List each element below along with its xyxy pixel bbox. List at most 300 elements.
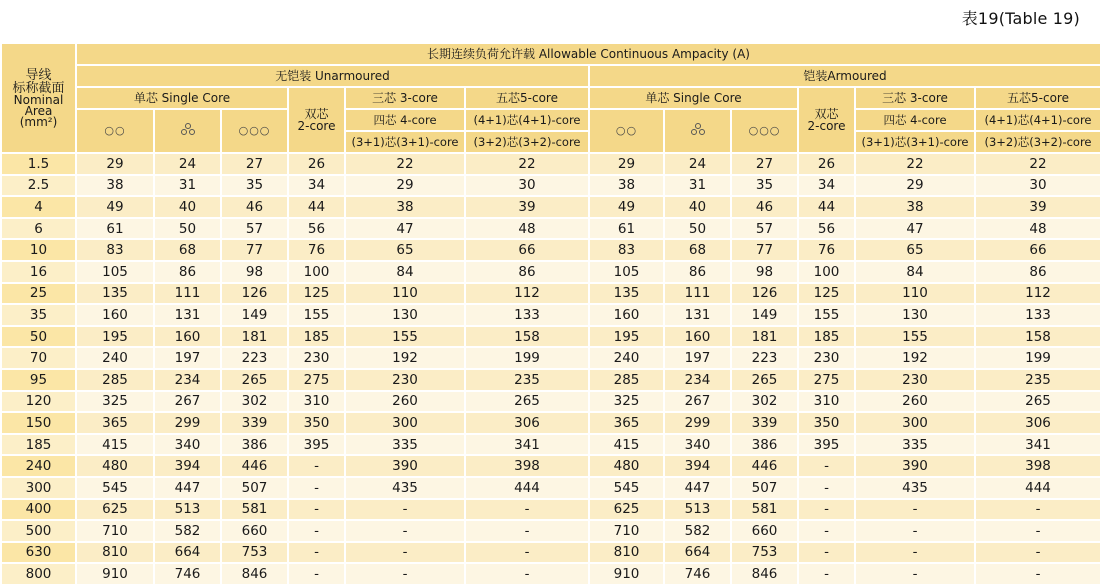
ampacity-cell: 24 [664,153,731,175]
nominal-area-cell: 35 [1,304,76,326]
ampacity-cell: 846 [731,563,798,585]
ampacity-cell: 185 [798,326,855,348]
ampacity-cell: 480 [589,455,664,477]
ampacity-cell: 158 [975,326,1100,348]
ampacity-cell: 306 [975,412,1100,434]
ampacity-cell: 240 [76,347,154,369]
ampacity-cell: 199 [465,347,589,369]
five-core-header-armoured: 五芯5-core [975,87,1100,109]
ampacity-cell: 22 [855,153,975,175]
table-row [1,153,1100,175]
ampacity-cell: 133 [975,304,1100,326]
nominal-area-cell: 150 [1,412,76,434]
ampacity-cell: 664 [154,542,221,564]
nominal-area-cell: 500 [1,520,76,542]
ampacity-cell: 339 [731,412,798,434]
ampacity-cell: 65 [345,239,465,261]
ampacity-cell: 35 [731,175,798,197]
ampacity-cell: 40 [154,196,221,218]
ampacity-cell: 390 [345,455,465,477]
ampacity-cell: - [798,499,855,521]
ampacity-cell: 31 [154,175,221,197]
ampacity-cell: 86 [664,261,731,283]
ampacity-cell: - [345,520,465,542]
three-plus-one-header-armoured: (3+1)芯(3+1)-core [855,131,975,153]
ampacity-cell: 48 [465,218,589,240]
ampacity-cell: 155 [855,326,975,348]
ampacity-cell: 340 [664,434,731,456]
table-row [1,239,1100,261]
ampacity-cell: - [465,542,589,564]
nominal-area-cell: 630 [1,542,76,564]
ampacity-cell: 582 [664,520,731,542]
table-row [1,520,1100,542]
ampacity-cell: 341 [465,434,589,456]
ampacity-cell: 49 [76,196,154,218]
ampacity-cell: 446 [221,455,288,477]
ampacity-cell: 285 [76,369,154,391]
ampacity-cell: 47 [345,218,465,240]
ampacity-cell: 125 [288,283,345,305]
ampacity-cell: 325 [76,391,154,413]
table-caption: 表19(Table 19) [961,9,1080,28]
ampacity-cell: 513 [664,499,731,521]
ampacity-cell: 98 [221,261,288,283]
ampacity-cell: 160 [589,304,664,326]
nominal-label-cn1: 导线 [25,67,52,83]
two-core-en: 2-core [807,119,846,133]
ampacity-cell: 302 [221,391,288,413]
ampacity-cell: 260 [855,391,975,413]
ampacity-cell: 310 [288,391,345,413]
ampacity-cell: 105 [589,261,664,283]
ampacity-cell: 299 [154,412,221,434]
ampacity-cell: - [975,542,1100,564]
ampacity-cell: 84 [855,261,975,283]
ampacity-cell: 22 [465,153,589,175]
ampacity-cell: 100 [288,261,345,283]
nominal-label-unit: (mm²) [19,114,58,129]
ampacity-cell: 230 [855,369,975,391]
three-core-header-armoured: 三芯 3-core [855,87,975,109]
ampacity-cell: - [975,563,1100,585]
ampacity-cell: 660 [731,520,798,542]
ampacity-cell: - [798,477,855,499]
three-core-header: 三芯 3-core [345,87,465,109]
ampacity-cell: 230 [288,347,345,369]
nominal-area-cell: 10 [1,239,76,261]
ampacity-cell: 76 [798,239,855,261]
ampacity-cell: 267 [664,391,731,413]
ampacity-cell: 30 [465,175,589,197]
nominal-area-cell: 6 [1,218,76,240]
ampacity-cell: - [798,563,855,585]
ampacity-cell: 199 [975,347,1100,369]
two-core-header [288,87,345,153]
table-row [1,175,1100,197]
ampacity-cell: 390 [855,455,975,477]
ampacity-cell: 155 [288,304,345,326]
ampacity-cell: 86 [465,261,589,283]
ampacity-cell: - [465,563,589,585]
ampacity-cell: 65 [855,239,975,261]
nominal-area-cell: 2.5 [1,175,76,197]
ampacity-cell: 22 [345,153,465,175]
single-core-header: 单芯 Single Core [76,87,288,109]
ampacity-cell: - [798,455,855,477]
ampacity-cell: 46 [221,196,288,218]
ampacity-cell: 507 [221,477,288,499]
table-row [1,326,1100,348]
nominal-area-header [1,43,76,153]
ampacity-cell: - [345,499,465,521]
table-row [1,477,1100,499]
ampacity-cell: 507 [731,477,798,499]
ampacity-cell: 300 [345,412,465,434]
ampacity-cell: 398 [465,455,589,477]
ampacity-cell: 235 [975,369,1100,391]
ampacity-cell: 29 [76,153,154,175]
ampacity-cell: 223 [221,347,288,369]
ampacity-cell: 61 [76,218,154,240]
ampacity-cell: 126 [731,283,798,305]
ampacity-cell: 131 [664,304,731,326]
ampacity-cell: - [288,520,345,542]
ampacity-cell: 149 [221,304,288,326]
ampacity-cell: 513 [154,499,221,521]
ampacity-cell: 581 [221,499,288,521]
ampacity-cell: 185 [288,326,345,348]
trefoil-icon [154,109,221,153]
ampacity-cell: - [798,520,855,542]
ampacity-cell: 581 [731,499,798,521]
ampacity-cell: 195 [76,326,154,348]
ampacity-cell: 86 [975,261,1100,283]
single-core-header-armoured: 单芯 Single Core [589,87,798,109]
ampacity-cell: 40 [664,196,731,218]
ampacity-cell: 386 [221,434,288,456]
ampacity-cell: 230 [798,347,855,369]
ampacity-cell: - [345,542,465,564]
three-plus-one-header: (3+1)芯(3+1)-core [345,131,465,153]
table-row [1,499,1100,521]
ampacity-cell: - [288,455,345,477]
ampacity-cell: 26 [798,153,855,175]
ampacity-cell: 158 [465,326,589,348]
ampacity-cell: - [288,542,345,564]
ampacity-cell: 195 [589,326,664,348]
nominal-area-cell: 400 [1,499,76,521]
nominal-area-cell: 300 [1,477,76,499]
ampacity-title: 长期连续负荷允许载 Allowable Continuous Ampacity (A) [76,43,1100,65]
ampacity-cell: 160 [76,304,154,326]
ampacity-cell: 444 [975,477,1100,499]
ampacity-cell: 160 [664,326,731,348]
ampacity-cell: 660 [221,520,288,542]
ampacity-cell: 350 [288,412,345,434]
ampacity-cell: - [798,542,855,564]
ampacity-cell: 111 [154,283,221,305]
ampacity-cell: 44 [288,196,345,218]
ampacity-cell: 746 [664,563,731,585]
ampacity-cell: 155 [798,304,855,326]
ampacity-cell: - [345,563,465,585]
ampacity-cell: 68 [154,239,221,261]
ampacity-cell: - [465,520,589,542]
ampacity-cell: 56 [798,218,855,240]
ampacity-cell: 61 [589,218,664,240]
ampacity-cell: 46 [731,196,798,218]
ampacity-cell: 435 [345,477,465,499]
ampacity-cell: 39 [465,196,589,218]
ampacity-cell: 446 [731,455,798,477]
ampacity-cell: 50 [664,218,731,240]
table-row [1,563,1100,585]
ampacity-cell: - [975,499,1100,521]
table-row [1,283,1100,305]
ampacity-cell: 480 [76,455,154,477]
ampacity-cell: 57 [221,218,288,240]
ampacity-cell: 447 [154,477,221,499]
ampacity-cell: 710 [589,520,664,542]
ampacity-cell: 753 [221,542,288,564]
ampacity-cell: 86 [154,261,221,283]
ampacity-cell: 435 [855,477,975,499]
ampacity-cell: - [855,563,975,585]
nominal-area-cell: 50 [1,326,76,348]
ampacity-cell: 910 [589,563,664,585]
ampacity-cell: 57 [731,218,798,240]
ampacity-cell: 753 [731,542,798,564]
ampacity-cell: - [288,563,345,585]
ampacity-cell: 112 [975,283,1100,305]
ampacity-cell: 76 [288,239,345,261]
ampacity-cell: 398 [975,455,1100,477]
table-row [1,304,1100,326]
ampacity-cell: 29 [345,175,465,197]
ampacity-cell: 126 [221,283,288,305]
ampacity-cell: 112 [465,283,589,305]
ampacity-cell: 125 [798,283,855,305]
three-plus-two-header: (3+2)芯(3+2)-core [465,131,589,153]
ampacity-cell: 306 [465,412,589,434]
ampacity-cell: 310 [798,391,855,413]
nominal-area-cell: 25 [1,283,76,305]
ampacity-cell: 27 [731,153,798,175]
ampacity-cell: 68 [664,239,731,261]
ampacity-cell: 275 [288,369,345,391]
trefoil-icon [664,109,731,153]
ampacity-cell: 340 [154,434,221,456]
two-circles-icon: ○○ [589,109,664,153]
ampacity-cell: 34 [288,175,345,197]
ampacity-cell: 83 [76,239,154,261]
ampacity-cell: 746 [154,563,221,585]
ampacity-cell: 77 [731,239,798,261]
table-row [1,412,1100,434]
ampacity-cell: 133 [465,304,589,326]
ampacity-cell: 35 [221,175,288,197]
table-row [1,455,1100,477]
ampacity-cell: 447 [664,477,731,499]
nominal-area-cell: 1.5 [1,153,76,175]
ampacity-cell: 192 [345,347,465,369]
table-row [1,196,1100,218]
ampacity-cell: 810 [589,542,664,564]
table-row [1,261,1100,283]
ampacity-cell: 29 [589,153,664,175]
ampacity-cell: - [288,477,345,499]
ampacity-cell: 135 [589,283,664,305]
ampacity-cell: 415 [76,434,154,456]
ampacity-cell: 267 [154,391,221,413]
nominal-area-cell: 185 [1,434,76,456]
ampacity-cell: 335 [345,434,465,456]
ampacity-cell: 260 [345,391,465,413]
ampacity-cell: 545 [589,477,664,499]
ampacity-cell: 83 [589,239,664,261]
ampacity-cell: 110 [345,283,465,305]
ampacity-cell: 285 [589,369,664,391]
two-core-cn: 双芯 [814,107,839,121]
ampacity-cell: 386 [731,434,798,456]
ampacity-cell: 265 [975,391,1100,413]
table-row [1,347,1100,369]
ampacity-table [0,42,1100,586]
table-row [1,391,1100,413]
ampacity-cell: 38 [76,175,154,197]
ampacity-cell: 84 [345,261,465,283]
nominal-area-cell: 120 [1,391,76,413]
ampacity-cell: 98 [731,261,798,283]
ampacity-cell: - [465,499,589,521]
ampacity-cell: 341 [975,434,1100,456]
two-core-header-armoured [798,87,855,153]
ampacity-cell: 110 [855,283,975,305]
four-core-header: 四芯 4-core [345,109,465,131]
three-circles-icon: ○○○ [731,109,798,153]
ampacity-cell: 50 [154,218,221,240]
ampacity-cell: 111 [664,283,731,305]
ampacity-cell: 100 [798,261,855,283]
ampacity-cell: 31 [664,175,731,197]
ampacity-cell: 664 [664,542,731,564]
ampacity-cell: 77 [221,239,288,261]
ampacity-cell: 582 [154,520,221,542]
ampacity-cell: 302 [731,391,798,413]
ampacity-cell: 131 [154,304,221,326]
nominal-label-en2: Area [24,103,53,118]
ampacity-cell: - [975,520,1100,542]
ampacity-cell: 105 [76,261,154,283]
ampacity-cell: 625 [589,499,664,521]
ampacity-cell: 625 [76,499,154,521]
ampacity-cell: 299 [664,412,731,434]
ampacity-cell: 234 [154,369,221,391]
ampacity-cell: 350 [798,412,855,434]
ampacity-cell: 395 [798,434,855,456]
ampacity-cell: 26 [288,153,345,175]
ampacity-cell: 240 [589,347,664,369]
ampacity-cell: 38 [345,196,465,218]
ampacity-cell: 27 [221,153,288,175]
ampacity-cell: 66 [975,239,1100,261]
four-core-header-armoured: 四芯 4-core [855,109,975,131]
ampacity-cell: 149 [731,304,798,326]
ampacity-cell: 34 [798,175,855,197]
nominal-area-cell: 4 [1,196,76,218]
ampacity-cell: 394 [154,455,221,477]
table-row [1,434,1100,456]
ampacity-cell: 47 [855,218,975,240]
ampacity-cell: 197 [664,347,731,369]
two-core-cn: 双芯 [304,107,329,121]
ampacity-cell: 29 [855,175,975,197]
table-row [1,218,1100,240]
ampacity-cell: 135 [76,283,154,305]
unarmoured-header: 无铠装 Unarmoured [76,65,589,87]
three-circles-icon: ○○○ [221,109,288,153]
ampacity-cell: 335 [855,434,975,456]
table-row [1,542,1100,564]
ampacity-cell: 415 [589,434,664,456]
ampacity-cell: 38 [589,175,664,197]
ampacity-cell: 325 [589,391,664,413]
ampacity-cell: 44 [798,196,855,218]
nominal-label-cn2: 标称截面 [12,80,65,96]
ampacity-cell: 48 [975,218,1100,240]
nominal-area-cell: 70 [1,347,76,369]
four-plus-one-header-armoured: (4+1)芯(4+1)-core [975,109,1100,131]
ampacity-cell: - [855,499,975,521]
ampacity-cell: 223 [731,347,798,369]
ampacity-cell: 265 [465,391,589,413]
ampacity-cell: 545 [76,477,154,499]
ampacity-cell: 394 [664,455,731,477]
ampacity-cell: 265 [221,369,288,391]
ampacity-cell: 49 [589,196,664,218]
ampacity-cell: 130 [855,304,975,326]
ampacity-cell: 365 [589,412,664,434]
ampacity-cell: 66 [465,239,589,261]
ampacity-cell: 30 [975,175,1100,197]
two-circles-icon: ○○ [76,109,154,153]
four-plus-one-header: (4+1)芯(4+1)-core [465,109,589,131]
ampacity-cell: 910 [76,563,154,585]
ampacity-cell: 160 [154,326,221,348]
ampacity-cell: 22 [975,153,1100,175]
ampacity-cell: 24 [154,153,221,175]
table-row [1,369,1100,391]
ampacity-cell: 230 [345,369,465,391]
ampacity-cell: 192 [855,347,975,369]
ampacity-cell: 275 [798,369,855,391]
ampacity-cell: 234 [664,369,731,391]
ampacity-cell: 710 [76,520,154,542]
ampacity-cell: 181 [731,326,798,348]
nominal-area-cell: 800 [1,563,76,585]
ampacity-cell: 444 [465,477,589,499]
two-core-en: 2-core [297,119,336,133]
nominal-area-cell: 16 [1,261,76,283]
ampacity-cell: 197 [154,347,221,369]
ampacity-cell: - [855,520,975,542]
ampacity-cell: 39 [975,196,1100,218]
nominal-label-en1: Nominal [13,92,64,107]
nominal-area-cell: 240 [1,455,76,477]
ampacity-cell: 235 [465,369,589,391]
ampacity-cell: 155 [345,326,465,348]
